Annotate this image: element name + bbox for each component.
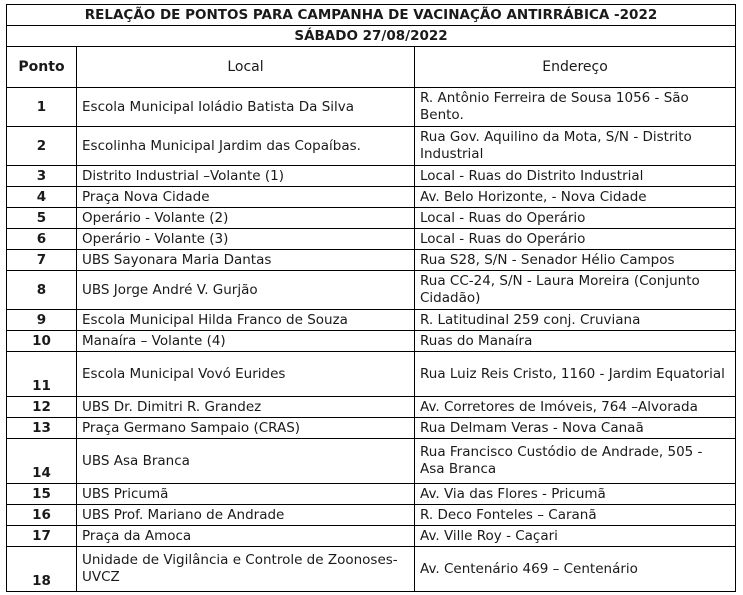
row-endereco: R. Deco Fonteles – Caranã (415, 505, 736, 526)
row-ponto: 11 (7, 352, 77, 397)
document-page (6, 4, 735, 592)
row-local: Operário - Volante (3) (77, 229, 415, 250)
row-local: Escola Municipal Hilda Franco de Souza (77, 310, 415, 331)
table-row (7, 352, 736, 397)
table-row (7, 310, 736, 331)
row-local: UBS Asa Branca (77, 439, 415, 484)
row-endereco: Local - Ruas do Operário (415, 229, 736, 250)
row-local: Unidade de Vigilância e Controle de Zoonoses-UVCZ (77, 547, 415, 592)
table-row (7, 439, 736, 484)
row-ponto: 17 (7, 526, 77, 547)
table-row (7, 418, 736, 439)
table-row (7, 88, 736, 127)
row-endereco: Av. Centenário 469 – Centenário (415, 547, 736, 592)
row-local: Operário - Volante (2) (77, 208, 415, 229)
row-local: Praça da Amoca (77, 526, 415, 547)
row-local: Escola Municipal Vovó Eurides (77, 352, 415, 397)
row-ponto: 7 (7, 250, 77, 271)
table-title: RELAÇÃO DE PONTOS PARA CAMPANHA DE VACINAÇÃO ANTIRRÁBICA -2022 (7, 5, 736, 26)
row-ponto: 18 (7, 547, 77, 592)
table-row (7, 331, 736, 352)
row-local: UBS Pricumã (77, 484, 415, 505)
row-local: Praça Germano Sampaio (CRAS) (77, 418, 415, 439)
row-endereco: Rua Francisco Custódio de Andrade, 505 - Asa Branca (415, 439, 736, 484)
row-local: UBS Dr. Dimitri R. Grandez (77, 397, 415, 418)
row-ponto: 16 (7, 505, 77, 526)
row-ponto: 13 (7, 418, 77, 439)
table-row (7, 166, 736, 187)
row-local: Praça Nova Cidade (77, 187, 415, 208)
row-ponto: 5 (7, 208, 77, 229)
row-local: Distrito Industrial –Volante (1) (77, 166, 415, 187)
row-endereco: Ruas do Manaíra (415, 331, 736, 352)
row-ponto: 4 (7, 187, 77, 208)
row-endereco: Av. Belo Horizonte, - Nova Cidade (415, 187, 736, 208)
row-endereco: Rua Luiz Reis Cristo, 1160 - Jardim Equatorial (415, 352, 736, 397)
row-endereco: R. Antônio Ferreira de Sousa 1056 - São Bento. (415, 88, 736, 127)
row-endereco: Local - Ruas do Operário (415, 208, 736, 229)
row-ponto: 3 (7, 166, 77, 187)
table-row (7, 271, 736, 310)
table-row (7, 397, 736, 418)
row-local: Escola Municipal Ioládio Batista Da Silva (77, 88, 415, 127)
row-endereco: Local - Ruas do Distrito Industrial (415, 166, 736, 187)
row-local: UBS Prof. Mariano de Andrade (77, 505, 415, 526)
table-row (7, 526, 736, 547)
table-row (7, 127, 736, 166)
header-endereco: Endereço (415, 47, 736, 88)
row-endereco: R. Latitudinal 259 conj. Cruviana (415, 310, 736, 331)
row-ponto: 15 (7, 484, 77, 505)
table-row (7, 208, 736, 229)
row-local: UBS Jorge André V. Gurjão (77, 271, 415, 310)
row-endereco: Rua Delmam Veras - Nova Canaã (415, 418, 736, 439)
table-row (7, 187, 736, 208)
vaccination-points-table (6, 4, 736, 592)
row-ponto: 2 (7, 127, 77, 166)
row-endereco: Rua Gov. Aquilino da Mota, S/N - Distrito Industrial (415, 127, 736, 166)
header-ponto: Ponto (7, 47, 77, 88)
row-ponto: 14 (7, 439, 77, 484)
table-row (7, 484, 736, 505)
row-ponto: 12 (7, 397, 77, 418)
row-ponto: 10 (7, 331, 77, 352)
row-local: Manaíra – Volante (4) (77, 331, 415, 352)
table-row (7, 229, 736, 250)
row-local: Escolinha Municipal Jardim das Copaíbas. (77, 127, 415, 166)
table-row (7, 505, 736, 526)
row-ponto: 6 (7, 229, 77, 250)
row-ponto: 1 (7, 88, 77, 127)
row-endereco: Av. Corretores de Imóveis, 764 –Alvorada (415, 397, 736, 418)
row-local: UBS Sayonara Maria Dantas (77, 250, 415, 271)
row-ponto: 8 (7, 271, 77, 310)
header-local: Local (77, 47, 415, 88)
row-endereco: Rua CC-24, S/N - Laura Moreira (Conjunto Cidadão) (415, 271, 736, 310)
table-row (7, 250, 736, 271)
row-endereco: Av. Ville Roy - Caçari (415, 526, 736, 547)
row-endereco: Rua S28, S/N - Senador Hélio Campos (415, 250, 736, 271)
table-subtitle: SÁBADO 27/08/2022 (7, 26, 736, 47)
row-endereco: Av. Via das Flores - Pricumã (415, 484, 736, 505)
table-row (7, 547, 736, 592)
row-ponto: 9 (7, 310, 77, 331)
